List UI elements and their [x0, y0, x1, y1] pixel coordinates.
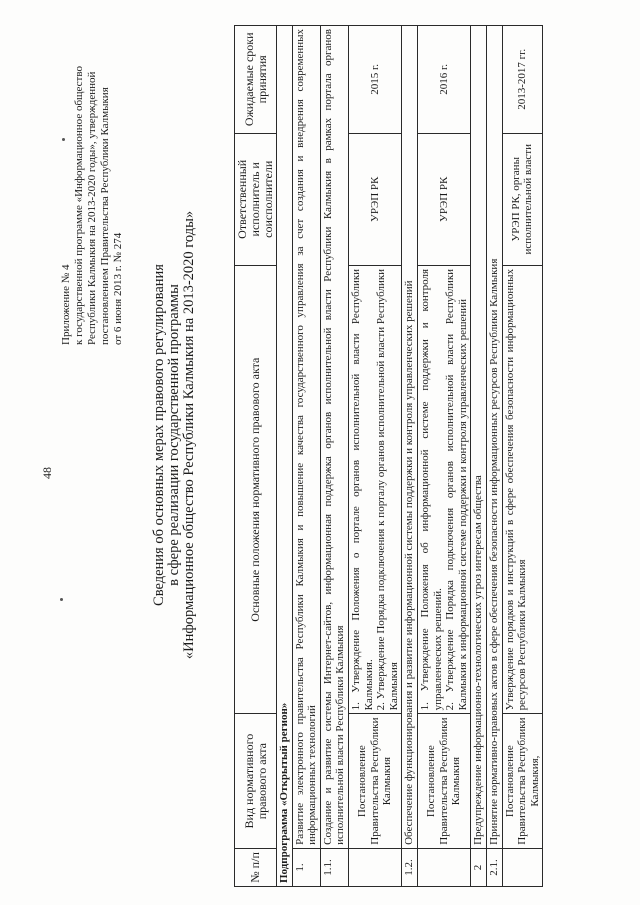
title-line: в сфере реализации государственной программы — [166, 284, 182, 586]
table-row — [417, 26, 470, 887]
subprogram-row — [277, 26, 293, 887]
section-row — [320, 26, 348, 887]
appendix-note — [60, 45, 125, 345]
act-type: Постановление Правительства Республики Калмыкия — [348, 714, 401, 849]
hole-punch-mark — [62, 138, 65, 141]
header-num: № п/п — [235, 848, 277, 886]
provision-item: 1. Утверждение Положения о портале органов исполнительной власти Республики Калмыкия. — [349, 268, 375, 711]
act-provisions — [417, 265, 470, 713]
row-number: 2 — [471, 848, 487, 886]
row-number: 1.2. — [402, 848, 418, 886]
subprogram-title: Подпрограмма «Открытый регион» — [277, 26, 293, 887]
row-number-empty — [502, 848, 543, 886]
appendix-line: постановлением Правительства Республики Калмыкия — [99, 87, 111, 345]
section-row — [292, 26, 320, 887]
act-type: Постановление Правительства Республики Калмыкия, — [502, 714, 543, 849]
responsible-cell: УРЭП РК, органы исполнительной власти — [502, 133, 543, 265]
section-text: Принятие нормативно-правовых актов в сфере обеспечения безопасности информационных ресурсов Республики Калмыкия — [486, 26, 502, 849]
act-provisions: Утверждение порядков и инструкций в сфере обеспечения безопасности информационных ресурсов Республики Калмыкия — [502, 265, 543, 713]
appendix-line: Приложение № 4 — [60, 264, 72, 345]
title-line: Сведения об основных мерах правового регулирования — [151, 264, 167, 606]
measures-table — [234, 25, 543, 887]
deadline-cell: 2015 г. — [348, 26, 401, 134]
section-row — [486, 26, 502, 887]
responsible-cell: УРЭП РК — [348, 133, 401, 265]
row-number: 1.1. — [320, 848, 348, 886]
header-provisions: Основные положения нормативного правового акта — [235, 265, 277, 713]
header-deadline: Ожидаемые сроки принятия — [235, 26, 277, 134]
responsible-cell: УРЭП РК — [417, 133, 470, 265]
act-type: Постановление Правительства Республики Калмыкия — [417, 714, 470, 849]
row-number-empty — [417, 848, 470, 886]
section-text: Развитие электронного правительства Республики Калмыкия и повышение качества государственного управления за счет создания и внедрения современных информационных технологий — [292, 26, 320, 849]
deadline-cell: 2016 г. — [417, 26, 470, 134]
page-number: 48 — [40, 467, 54, 479]
row-number: 2.1. — [486, 848, 502, 886]
header-row — [235, 26, 277, 887]
section-text: Создание и развитие системы Интернет-сайтов, информационная поддержка органов исполнительной власти Республики Калмыкия в рамках портала органов исполнительной власти Республики Калмыкия — [320, 26, 348, 849]
section-text: Предупреждение информационно-технологических угроз интересам общества — [471, 26, 487, 849]
section-row — [471, 26, 487, 887]
table-row — [502, 26, 543, 887]
appendix-line: от 6 июня 2013 г. № 274 — [112, 232, 124, 345]
title-line: «Информационное общество Республики Калмыкия на 2013-2020 годы» — [181, 210, 197, 660]
row-number: 1. — [292, 848, 320, 886]
header-responsible: Ответственный исполнитель и соисполнители — [235, 133, 277, 265]
hole-punch-mark — [60, 598, 63, 601]
section-row — [402, 26, 418, 887]
deadline-cell: 2013-2017 гг. — [502, 26, 543, 134]
appendix-line: Республики Калмыкия на 2013-2020 годы», утвержденной — [86, 71, 98, 345]
provision-item: 1. Утверждение Положения об информационной системе поддержки и контроля управленческих решений. — [418, 268, 444, 711]
provision-item: 2. Утверждение Порядка подключения к порталу органов исполнительной власти Республики Калмыкия — [375, 268, 400, 711]
act-provisions — [348, 265, 401, 713]
row-number-empty — [348, 848, 401, 886]
table-row — [348, 26, 401, 887]
header-type: Вид нормативного правового акта — [235, 714, 277, 849]
appendix-line: к государственной программе «Информационное общество — [73, 66, 85, 345]
provision-item: 2. Утверждение Порядка подключения органов исполнительной власти Республики Калмыкия к информационной системе поддержки и контроля управленческих решений — [444, 268, 469, 711]
section-text: Обеспечение функционирования и развитие информационной системы поддержки и контроля управленческих решений — [402, 26, 418, 849]
document-title — [152, 55, 197, 815]
